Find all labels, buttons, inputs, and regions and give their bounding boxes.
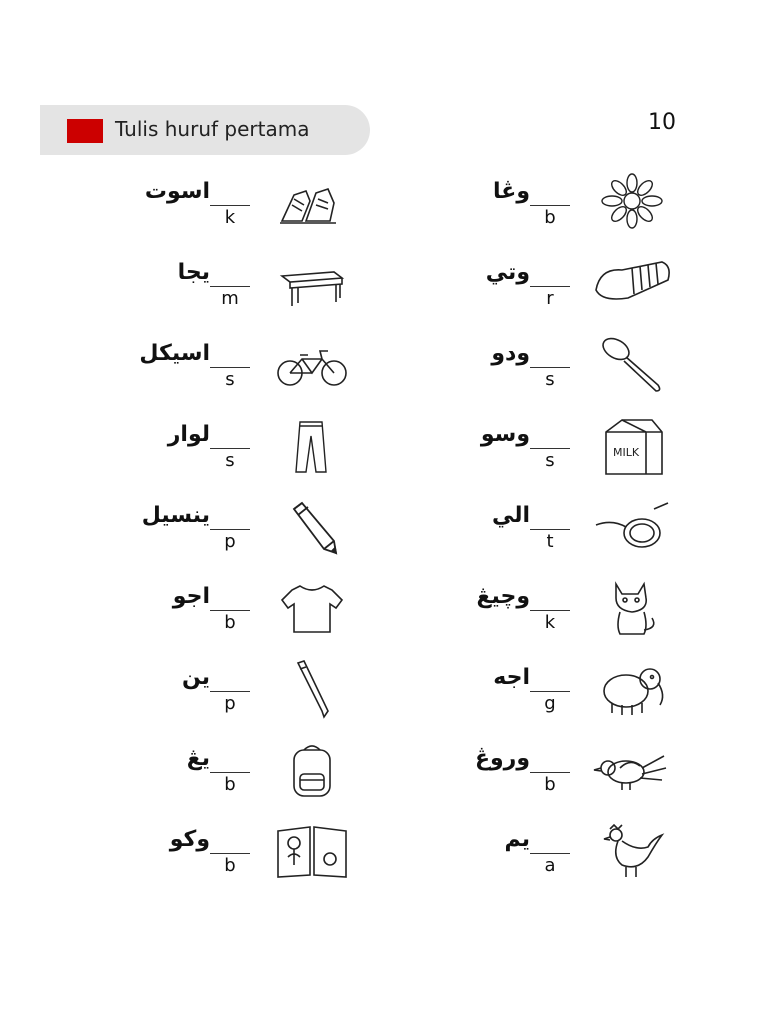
page-number: 10 <box>648 110 676 135</box>
jawi-word: ينسيل <box>141 503 210 528</box>
shoes-icon <box>272 173 352 233</box>
answer-blank[interactable] <box>210 853 250 854</box>
answer-blank[interactable] <box>210 286 250 287</box>
jawi-word: وڠا <box>493 179 530 204</box>
first-letter-hint: b <box>224 774 236 795</box>
exercise-row <box>420 823 680 883</box>
milk-label: MILK <box>612 446 640 459</box>
exercise-row <box>420 256 680 316</box>
jawi-word: وچيڠ <box>476 584 530 609</box>
table-icon <box>272 254 352 314</box>
first-letter-hint: s <box>225 450 235 471</box>
jawi-word: وسو <box>480 422 530 447</box>
first-letter-hint: s <box>225 369 235 390</box>
exercise-row <box>420 337 680 397</box>
answer-blank[interactable] <box>530 529 570 530</box>
first-letter-hint: m <box>221 288 239 309</box>
bread-icon <box>592 254 672 314</box>
first-letter-hint: b <box>224 855 236 876</box>
answer-blank[interactable] <box>530 448 570 449</box>
first-letter-hint: k <box>544 612 556 633</box>
exercise-row <box>100 337 360 397</box>
first-letter-hint: a <box>544 855 556 876</box>
book-icon <box>272 821 352 881</box>
instruction-banner <box>40 105 370 155</box>
elephant-icon <box>592 659 672 719</box>
answer-blank[interactable] <box>530 286 570 287</box>
rooster-icon <box>592 821 672 881</box>
exercise-row <box>100 418 360 478</box>
answer-blank[interactable] <box>530 367 570 368</box>
first-letter-hint: p <box>224 531 236 552</box>
answer-blank[interactable] <box>530 691 570 692</box>
red-square-marker <box>67 119 103 143</box>
exercise-row <box>420 499 680 559</box>
exercise-row <box>100 499 360 559</box>
jawi-word: اجه <box>493 665 530 690</box>
exercise-row <box>100 256 360 316</box>
exercise-row <box>420 580 680 640</box>
pen-icon <box>272 659 352 719</box>
answer-blank[interactable] <box>530 853 570 854</box>
exercise-row <box>420 418 680 478</box>
exercise-row <box>100 742 360 802</box>
jawi-word: وكو <box>169 827 210 852</box>
flower-icon <box>592 173 672 233</box>
answer-blank[interactable] <box>210 529 250 530</box>
rope-icon <box>592 497 672 557</box>
answer-blank[interactable] <box>210 367 250 368</box>
first-letter-hint: s <box>545 450 555 471</box>
first-letter-hint: b <box>224 612 236 633</box>
jawi-word: اجو <box>172 584 210 609</box>
exercise-row <box>100 175 360 235</box>
jawi-word: يجا <box>177 260 210 285</box>
cat-icon <box>592 578 672 638</box>
jawi-word: اسيكل <box>139 341 210 366</box>
exercise-row <box>420 661 680 721</box>
first-letter-hint: r <box>546 288 554 309</box>
jawi-word: وتي <box>485 260 530 285</box>
first-letter-hint: p <box>224 693 236 714</box>
first-letter-hint: b <box>544 774 556 795</box>
jawi-word: اسوت <box>144 179 210 204</box>
exercise-row <box>420 742 680 802</box>
backpack-icon <box>272 740 352 800</box>
first-letter-hint: b <box>544 207 556 228</box>
answer-blank[interactable] <box>210 691 250 692</box>
answer-blank[interactable] <box>530 772 570 773</box>
milk-carton-icon <box>592 416 672 476</box>
jawi-word: الي <box>491 503 530 528</box>
answer-blank[interactable] <box>530 205 570 206</box>
answer-blank[interactable] <box>210 448 250 449</box>
answer-blank[interactable] <box>210 772 250 773</box>
first-letter-hint: k <box>224 207 236 228</box>
shirt-icon <box>272 578 352 638</box>
answer-blank[interactable] <box>210 205 250 206</box>
exercise-row <box>100 823 360 883</box>
trousers-icon <box>272 416 352 476</box>
bicycle-icon <box>272 335 352 395</box>
spoon-icon <box>592 335 672 395</box>
pencil-icon <box>272 497 352 557</box>
jawi-word: ين <box>181 665 210 690</box>
jawi-word: يڠ <box>186 746 210 771</box>
exercise-row <box>100 580 360 640</box>
jawi-word: وروڠ <box>474 746 530 771</box>
first-letter-hint: g <box>544 693 556 714</box>
answer-blank[interactable] <box>210 610 250 611</box>
first-letter-hint: t <box>546 531 554 552</box>
jawi-word: يم <box>504 827 530 852</box>
first-letter-hint: s <box>545 369 555 390</box>
bird-icon <box>592 740 672 800</box>
instruction-title: Tulis huruf pertama <box>115 117 310 141</box>
exercise-row <box>420 175 680 235</box>
jawi-word: لوار <box>167 422 210 447</box>
jawi-word: ودو <box>491 341 530 366</box>
exercise-row <box>100 661 360 721</box>
answer-blank[interactable] <box>530 610 570 611</box>
